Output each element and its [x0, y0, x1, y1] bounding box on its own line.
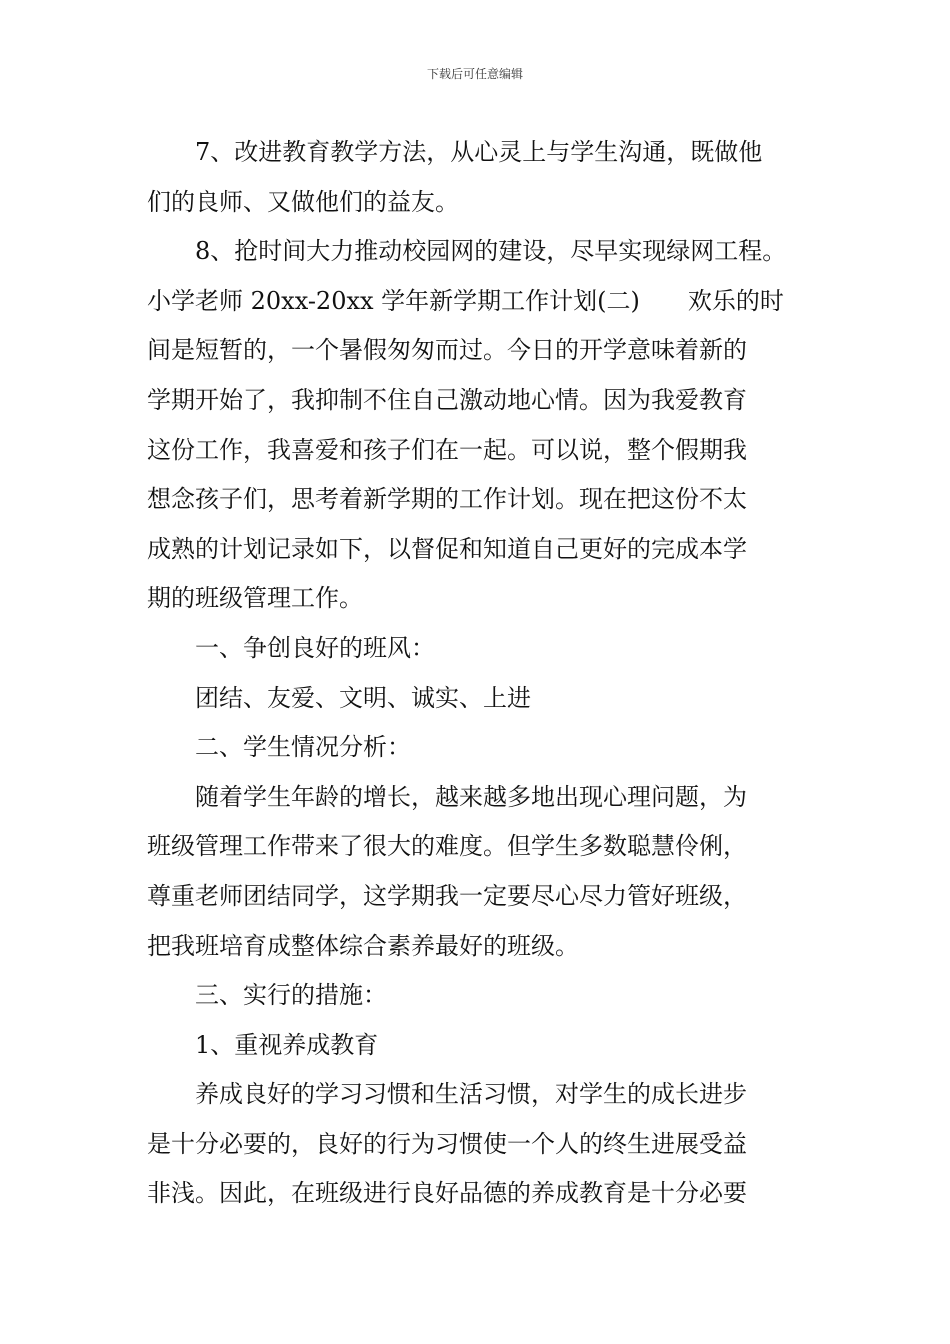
text-line: 团结、友爱、文明、诚实、上进 [195, 683, 531, 712]
document-body [147, 128, 812, 1219]
text-line: 尊重老师团结同学，这学期我一定要尽心尽力管好班级， [147, 881, 747, 910]
text-line-title [147, 277, 812, 327]
text-line: 成熟的计划记录如下，以督促和知道自己更好的完成本学 [147, 534, 747, 563]
text-line: 们的良师、又做他们的益友。 [147, 187, 459, 216]
text-line: 这份工作，我喜爱和孩子们在一起。可以说，整个假期我 [147, 435, 747, 464]
text-line: 随着学生年龄的增长，越来越多地出现心理问题，为 [195, 782, 747, 811]
section-heading: 三、实行的措施： [195, 981, 387, 1010]
text-line: 间是短暂的，一个暑假匆匆而过。今日的开学意味着新的 [147, 336, 747, 365]
text-line: 学期开始了，我抑制不住自己激动地心情。因为我爱教育 [147, 385, 747, 414]
section-heading: 一、争创良好的班风： [195, 633, 435, 662]
text-line: 想念孩子们，思考着新学期的工作计划。现在把这份不太 [147, 485, 747, 514]
title-tail-text: 欢乐的时 [687, 286, 784, 315]
text-line: 班级管理工作带来了很大的难度。但学生多数聪慧伶俐， [147, 832, 747, 861]
section-title: 小学老师 20xx-20xx 学年新学期工作计划(二) [147, 286, 640, 315]
page-header-note: 下载后可任意编辑 [426, 67, 523, 81]
subsection-heading: 1、重视养成教育 [195, 1030, 379, 1059]
text-line: 8、抢时间大力推动校园网的建设，尽早实现绿网工程。 [195, 237, 787, 266]
section-heading: 二、学生情况分析： [195, 733, 411, 762]
text-line: 养成良好的学习习惯和生活习惯，对学生的成长进步 [195, 1080, 747, 1109]
text-line: 7、改进教育教学方法，从心灵上与学生沟通，既做他 [195, 138, 763, 166]
text-line: 是十分必要的，良好的行为习惯使一个人的终生进展受益 [147, 1129, 747, 1158]
text-line: 把我班培育成整体综合素养最好的班级。 [147, 931, 579, 960]
text-line: 非浅。因此，在班级进行良好品德的养成教育是十分必要 [147, 1179, 747, 1208]
text-line: 期的班级管理工作。 [147, 584, 363, 613]
